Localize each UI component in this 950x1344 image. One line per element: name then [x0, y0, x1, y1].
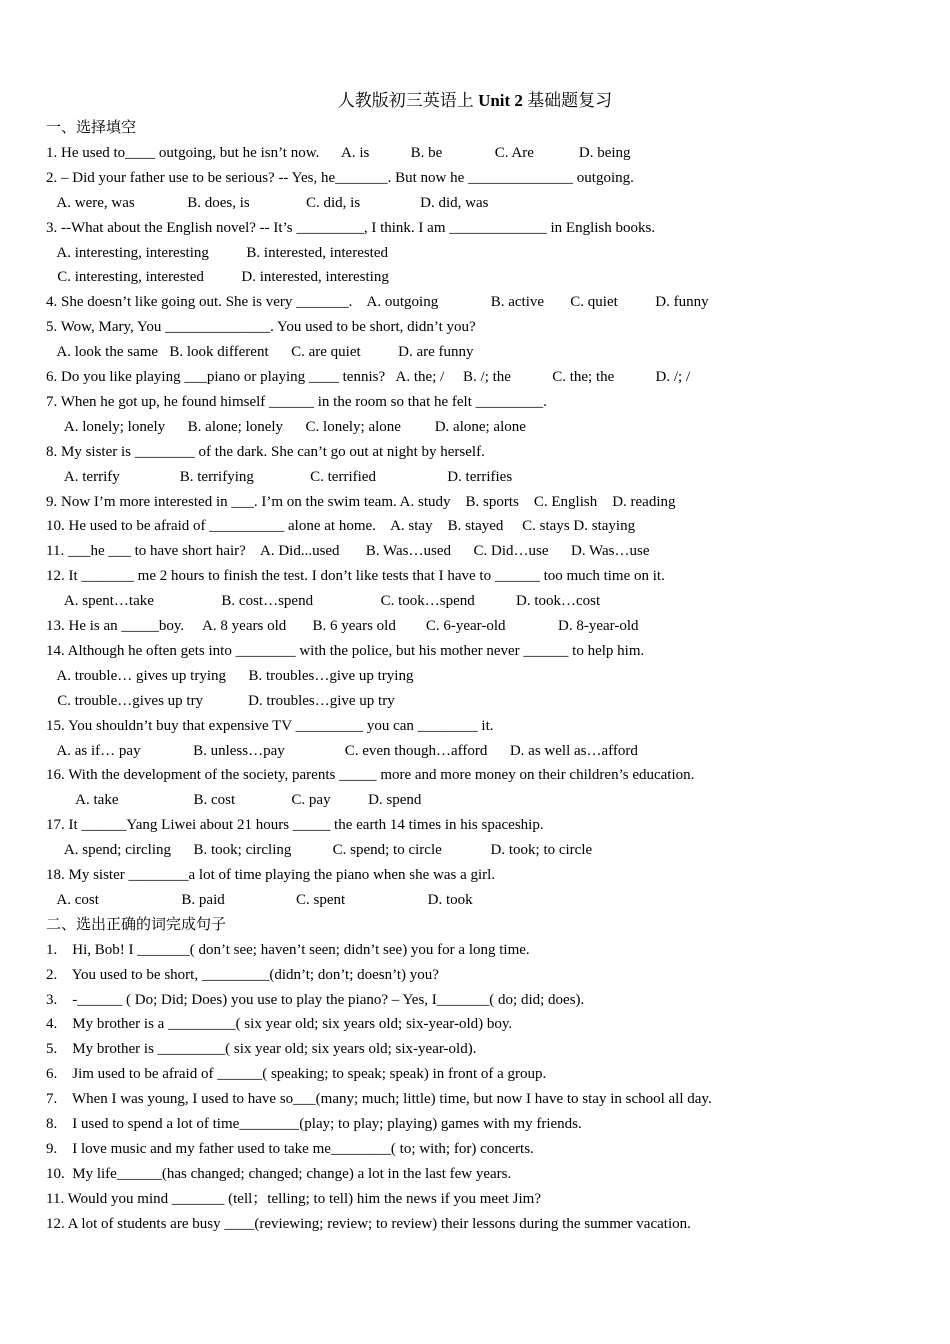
- question-line: 8. I used to spend a lot of time________(play; to play; playing) games with my friends.: [46, 1116, 582, 1132]
- question-line: 4. She doesn’t like going out. She is very _______. A. outgoing B. active C. quiet D. funny: [46, 294, 709, 311]
- question-line: 14. Although he often gets into ________ with the police, but his mother never ______ to help him.: [46, 642, 645, 659]
- question-line: 5. Wow, Mary, You ______________. You used to be short, didn’t you?: [46, 319, 476, 336]
- question-line: 5. My brother is _________( six year old; six years old; six-year-old).: [46, 1041, 477, 1058]
- question-line: 6. Do you like playing ___piano or playing ____ tennis? A. the; / B. /; the C. the; the D. /; /: [46, 369, 691, 385]
- question-line: A. spend; circling B. took; circling C. spend; to circle D. took; to circle: [46, 842, 593, 859]
- question-line: A. terrify B. terrifying C. terrified D. terrifies: [46, 468, 513, 485]
- question-line: C. trouble…gives up try D. troubles…give up try: [46, 692, 395, 709]
- title-prefix: 人教版初三英语上: [337, 91, 479, 110]
- section-heading: 一、选择填空: [46, 120, 137, 136]
- question-line: 11. Would you mind _______ (tell；telling; to tell) him the news if you meet Jim?: [46, 1190, 541, 1207]
- question-line: A. as if… pay B. unless…pay C. even though…afford D. as well as…afford: [46, 742, 638, 759]
- question-line: 8. My sister is ________ of the dark. She can’t go out at night by herself.: [46, 443, 485, 460]
- question-line: 9. Now I’m more interested in ___. I’m on the swim team. A. study B. sports C. English D. reading: [46, 493, 676, 510]
- question-line: 10. He used to be afraid of __________ alone at home. A. stay B. stayed C. stays D. staying: [46, 518, 636, 535]
- question-line: C. interesting, interested D. interested, interesting: [46, 269, 389, 286]
- question-line: 17. It ______Yang Liwei about 21 hours _____ the earth 14 times in his spaceship.: [46, 817, 544, 834]
- question-line: A. lonely; lonely B. alone; lonely C. lonely; alone D. alone; alone: [46, 418, 526, 435]
- question-line: 7. When I was young, I used to have so___(many; much; little) time, but now I have to stay in school all day.: [46, 1091, 712, 1108]
- question-line: 2. You used to be short, _________(didn’t; don’t; doesn’t) you?: [46, 966, 439, 983]
- question-line: 15. You shouldn’t buy that expensive TV _________ you can ________ it.: [46, 717, 494, 734]
- question-line: 4. My brother is a _________( six year old; six years old; six-year-old) boy.: [46, 1016, 513, 1033]
- question-line: A. interesting, interesting B. interested, interested: [46, 244, 389, 261]
- question-line: A. cost B. paid C. spent D. took: [46, 891, 473, 908]
- question-line: 6. Jim used to be afraid of ______( speaking; to speak; speak) in front of a group.: [46, 1066, 547, 1083]
- question-line: 9. I love music and my father used to take me________( to; with; for) concerts.: [46, 1140, 534, 1157]
- question-line: 12. A lot of students are busy ____(reviewing; review; to review) their lessons during the summer vacation.: [46, 1215, 691, 1232]
- page-title: [0, 90, 950, 112]
- question-line: 13. He is an _____boy. A. 8 years old B. 6 years old C. 6-year-old D. 8-year-old: [46, 618, 639, 634]
- question-line: A. trouble… gives up trying B. troubles…give up trying: [46, 667, 414, 684]
- question-line: A. were, was B. does, is C. did, is D. did, was: [46, 194, 489, 211]
- question-line: 16. With the development of the society, parents _____ more and more money on their children’s education.: [46, 767, 695, 784]
- question-line: 2. – Did your father use to be serious? -- Yes, he_______. But now he ______________ outgoing.: [46, 169, 634, 186]
- question-line: 1. Hi, Bob! I _______( don’t see; haven’t seen; didn’t see) you for a long time.: [46, 941, 530, 958]
- question-line: 12. It _______ me 2 hours to finish the test. I don’t like tests that I have to ______ too much time on it.: [46, 568, 665, 585]
- section-heading: 二、选出正确的词完成句子: [46, 916, 227, 933]
- question-line: A. look the same B. look different C. are quiet D. are funny: [46, 344, 474, 361]
- question-line: 11. ___he ___ to have short hair? A. Did...used B. Was…used C. Did…use D. Was…use: [46, 543, 650, 560]
- question-line: A. spent…take B. cost…spend C. took…spend D. took…cost: [46, 593, 601, 610]
- question-line: A. take B. cost C. pay D. spend: [46, 792, 422, 809]
- question-line: 7. When he got up, he found himself ______ in the room so that he felt _________.: [46, 393, 547, 410]
- question-line: 3. --What about the English novel? -- It’s _________, I think. I am _____________ in English books.: [46, 219, 656, 236]
- question-line: 3. -______ ( Do; Did; Does) you use to play the piano? – Yes, I_______( do; did; does).: [46, 991, 585, 1008]
- title-suffix: 基础题复习: [522, 91, 613, 110]
- question-line: 1. He used to____ outgoing, but he isn’t now. A. is B. be C. Are D. being: [46, 144, 631, 161]
- title-unit: Unit 2: [478, 91, 523, 110]
- question-line: 10. My life______(has changed; changed; change) a lot in the last few years.: [46, 1165, 512, 1182]
- question-line: 18. My sister ________a lot of time playing the piano when she was a girl.: [46, 867, 496, 883]
